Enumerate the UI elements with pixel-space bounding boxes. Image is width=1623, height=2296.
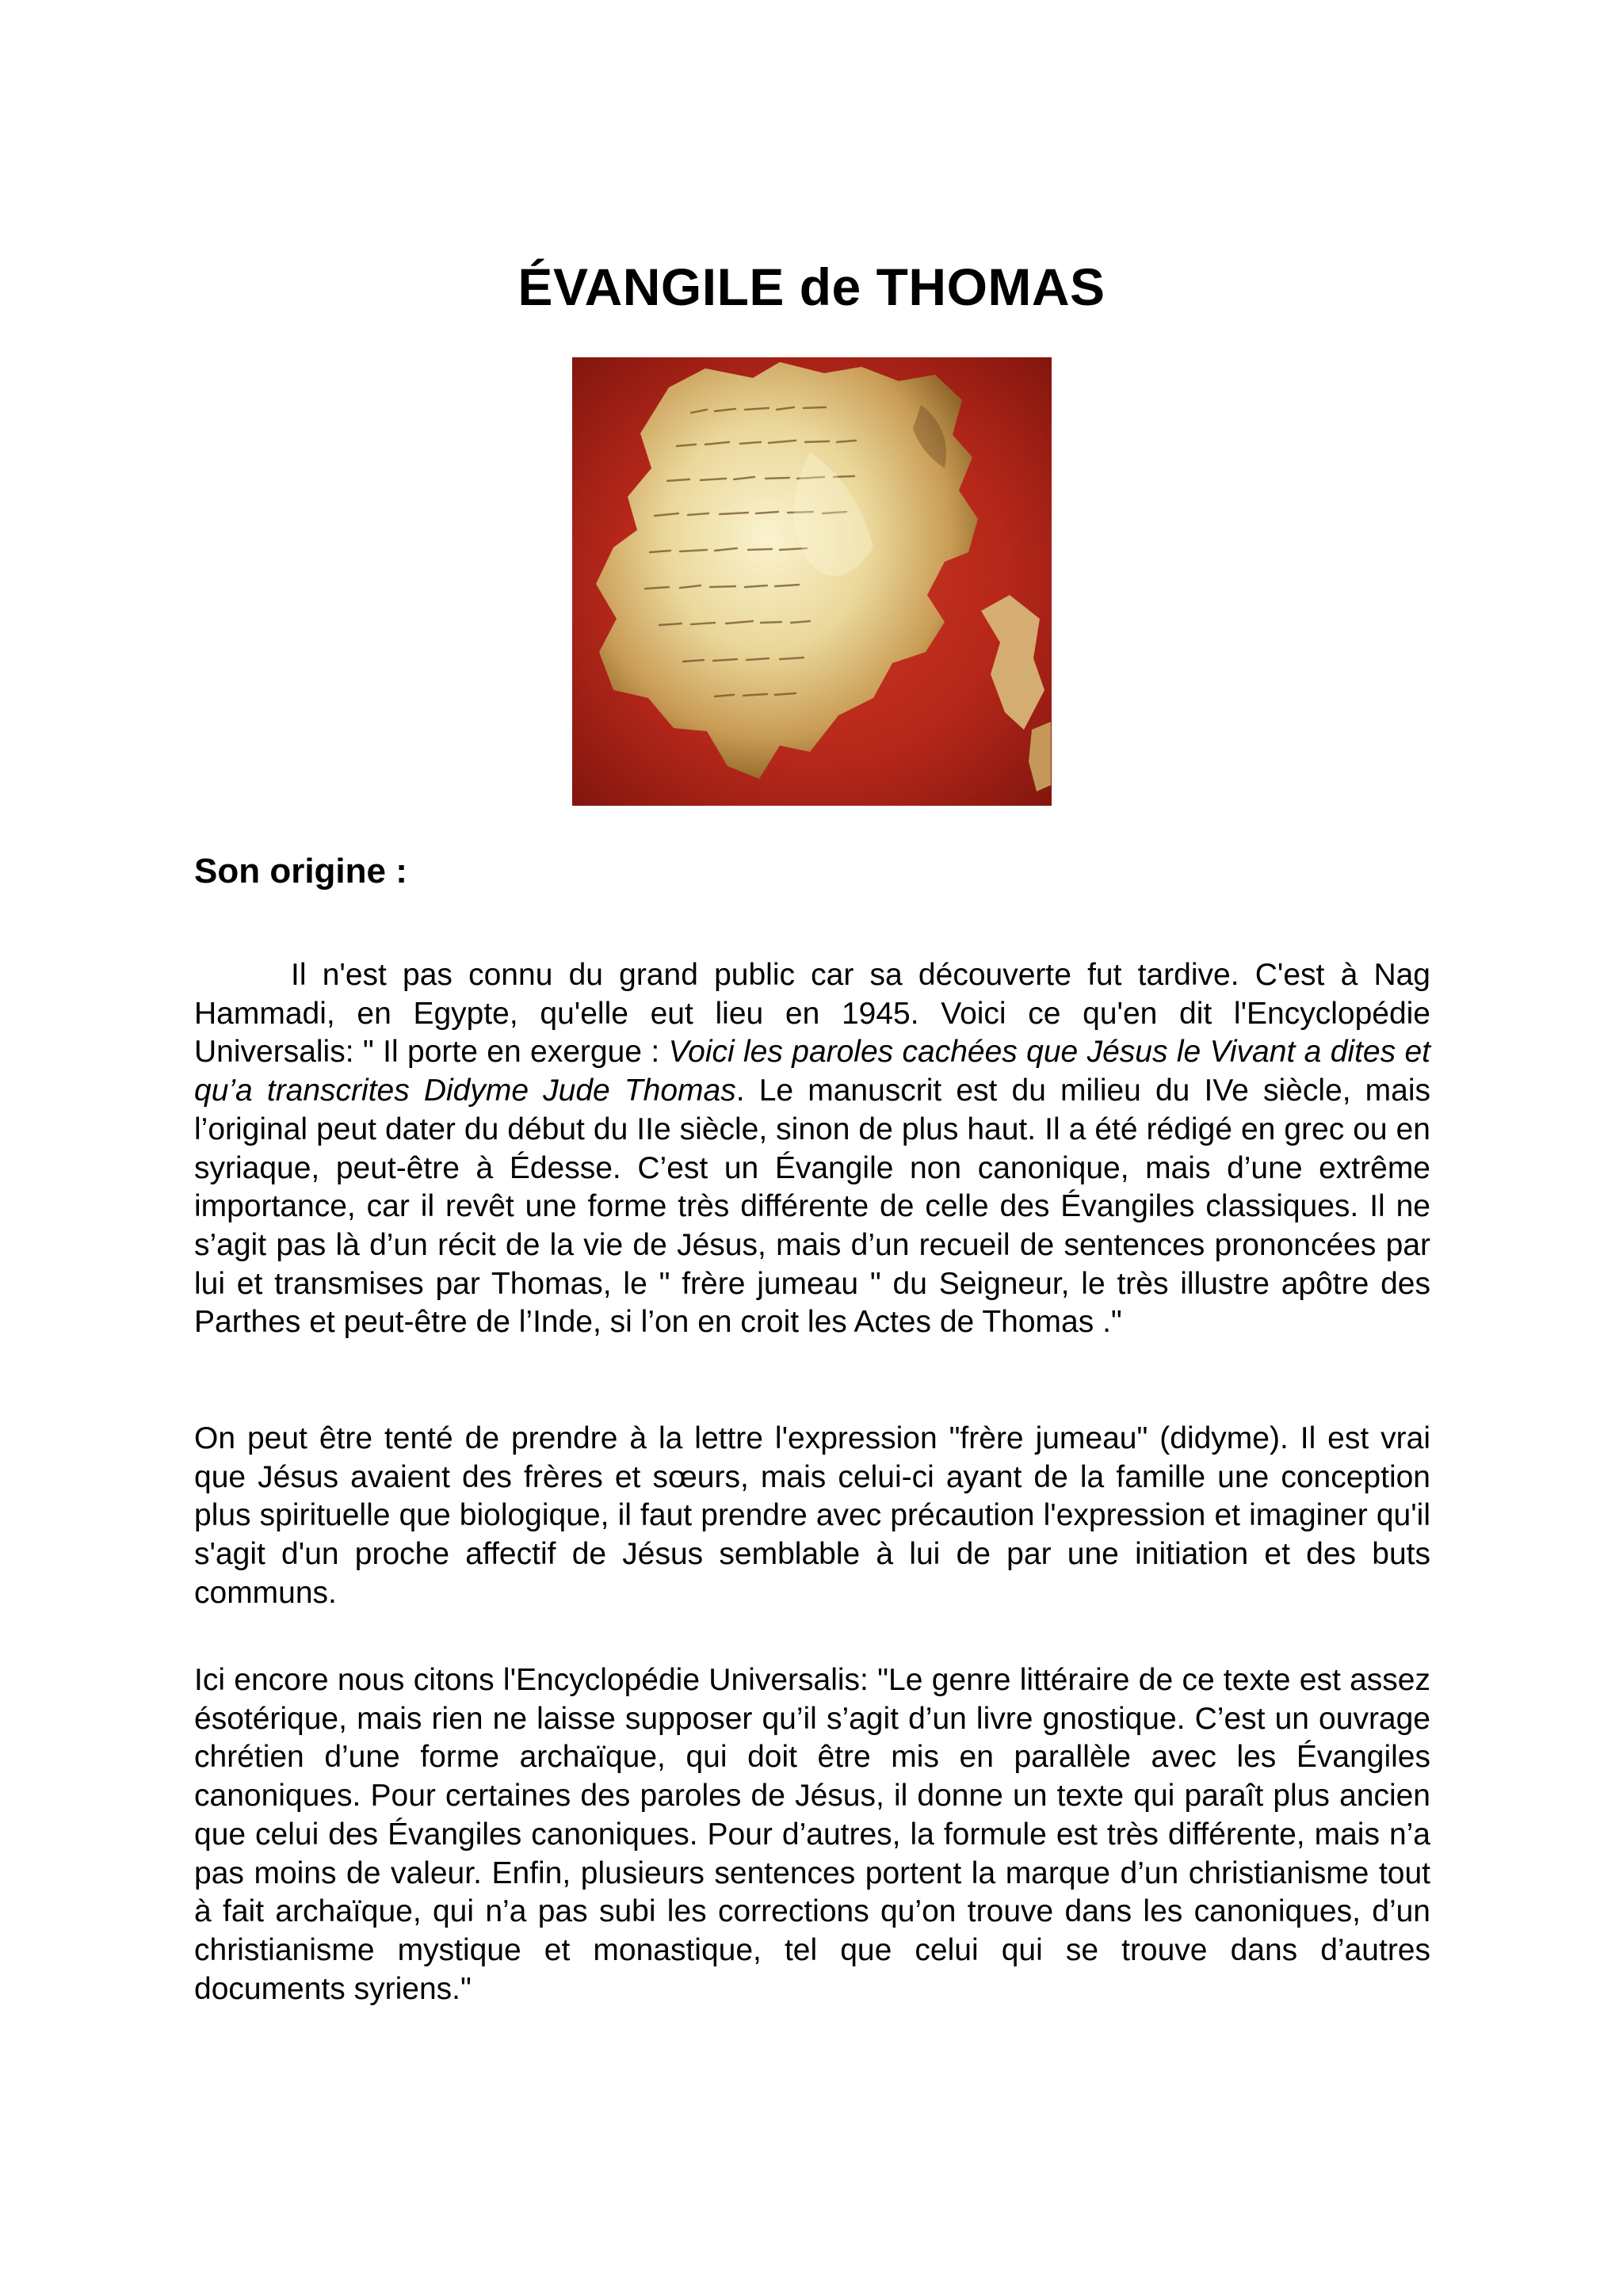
paragraph-1-italic-quote: Voici les paroles cachées que Jésus le Vivant a dites et qu’a transcrites Didyme Jude Thomas — [194, 1035, 1430, 1108]
paragraph-twin-brother: On peut être tenté de prendre à la lettre l'expression "frère jumeau" (didyme). Il est vrai que Jésus avaient des frères et sœurs, mais celui-ci ayant de la famille une conception plus spirituelle que biologique, il faut prendre avec précaution l'expression et imaginer qu'il s'agit d'un proche affectif de Jésus semblable à lui de par une initiation et des buts communs. — [194, 1421, 1430, 1610]
manuscript-fragment-image — [572, 357, 1052, 806]
section-heading-origin: Son origine : — [194, 852, 407, 891]
paragraph-discovery — [194, 956, 1430, 1342]
paragraph-encyclopedia-quote: Ici encore nous citons l'Encyclopédie Universalis: "Le genre littéraire de ce texte est assez ésotérique, mais rien ne laisse supposer qu’il s’agit d’un livre gnostique. C’est un ouvrage chrétien d’une forme archaïque, qui doit être mis en parallèle avec les Évangiles canoniques. Pour certaines des paroles de Jésus, il donne un texte qui paraît plus ancien que celui des Évangiles canoniques. Pour d’autres, la formule est très différente, mais n’a pas moins de valeur. Enfin, plusieurs sentences portent la marque d’un christianisme tout à fait archaïque, qui n’a pas subi les corrections qu’on trouve dans les canoniques, d’un christianisme mystique et monastique, tel que celui qui se trouve dans d’autres documents syriens." — [194, 1663, 1430, 2006]
paragraph-1-text-end: . Le manuscrit est du milieu du IVe siècle, mais l’original peut dater du début du IIe siècle, sinon de plus haut. Il a été rédigé en grec ou en syriaque, peut-être à Édesse. C’est un Évangile non canonique, mais d’une extrême importance, car il revêt une forme très différente de celle des Évangiles classiques. Il ne s’agit pas là d’un récit de la vie de Jésus, mais d’un recueil de sentences prononcées par lui et transmises par Thomas, le " frère jumeau " du Seigneur, le très illustre apôtre des Parthes et peut-être de l’Inde, si l’on en croit les Actes de Thomas ." — [194, 1074, 1431, 1340]
paragraph-1-text-start: Il n'est pas connu du grand public car sa découverte fut tardive. C'est à Nag Hammadi, en Egypte, qu'elle eut lieu en 1945. Voici ce qu'en dit l'Encyclopédie Universalis: " Il porte en exergue : — [194, 958, 1430, 1070]
document-title: ÉVANGILE de THOMAS — [517, 257, 1106, 316]
